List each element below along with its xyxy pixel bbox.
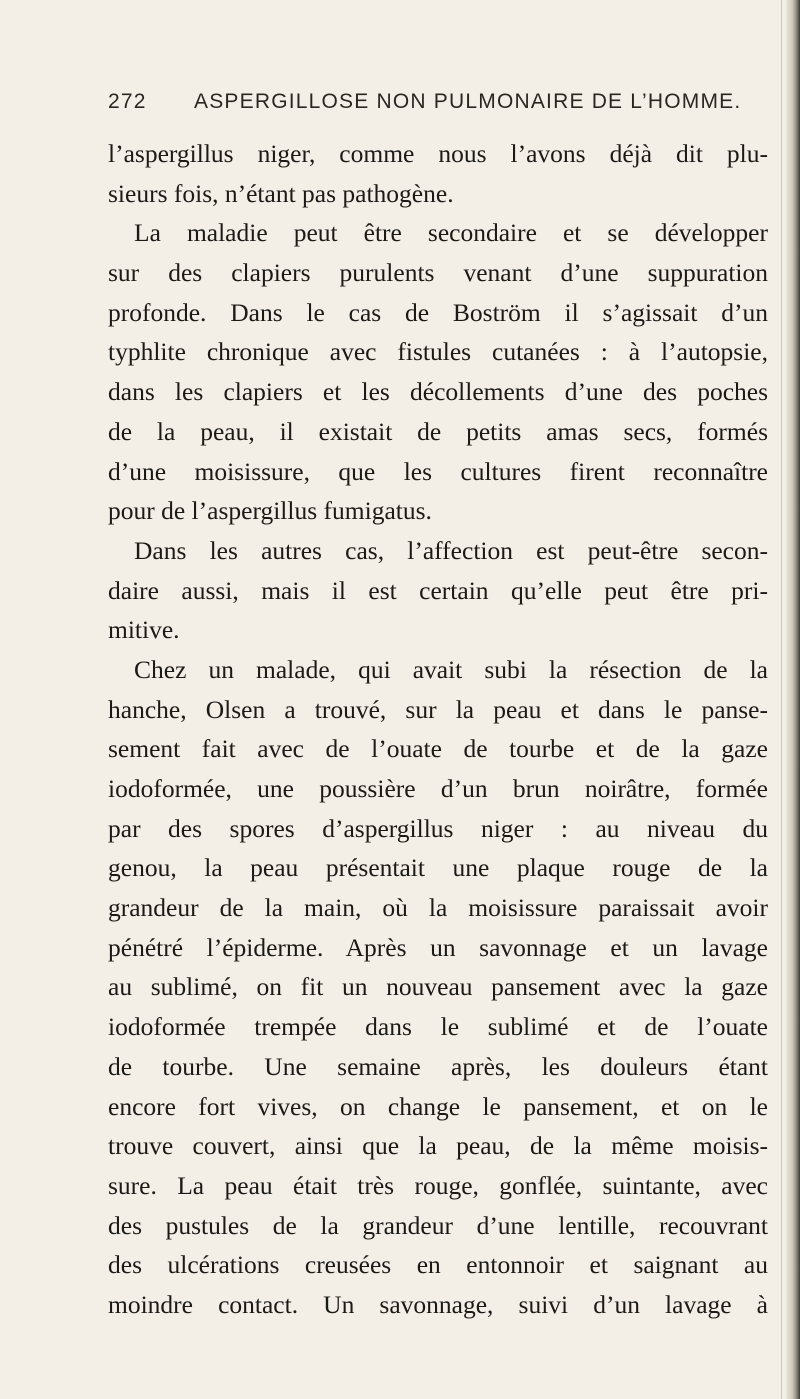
text-line: des pustules de la grandeur d’une lentille, recouvrant — [108, 1210, 768, 1240]
text-line: iodoformée trempée dans le sublimé et de l’ouate — [108, 1012, 768, 1042]
text-line: typhlite chronique avec fistules cutanées : à l’autopsie, — [108, 337, 768, 367]
text-line: Chez un malade, qui avait subi la résection de la — [134, 654, 768, 684]
text-line: sement fait avec de l’ouate de tourbe et de la gaze — [108, 734, 768, 764]
text-line: moindre contact. Un savonnage, suivi d’un lavage à — [108, 1289, 768, 1319]
page-gutter-line — [781, 0, 782, 1399]
text-line: pénétré l’épiderme. Après un savonnage et un lavage — [108, 932, 768, 962]
text-line: mitive. — [108, 615, 180, 645]
text-line: profonde. Dans le cas de Boström il s’agissait d’un — [108, 297, 768, 327]
text-line: pour de l’aspergillus fumigatus. — [108, 496, 432, 526]
running-head — [108, 90, 758, 124]
text-line: daire aussi, mais il est certain qu’elle peut être pri- — [108, 575, 768, 605]
text-line: grandeur de la main, où la moisissure paraissait avoir — [108, 893, 768, 923]
text-line: Dans les autres cas, l’affection est peut-être secon- — [134, 535, 768, 565]
page-edge-shadow — [786, 0, 800, 1399]
text-line: des ulcérations creusées en entonnoir et saignant au — [108, 1250, 768, 1280]
text-line: sure. La peau était très rouge, gonflée, suintante, avec — [108, 1170, 768, 1200]
running-title: ASPERGILLOSE NON PULMONAIRE DE L’HOMME. — [194, 90, 742, 113]
text-line: sur des clapiers purulents venant d’une suppuration — [108, 258, 768, 288]
text-line: genou, la peau présentait une plaque rouge de la — [108, 853, 768, 883]
text-line: La maladie peut être secondaire et se développer — [134, 218, 768, 248]
text-line: par des spores d’aspergillus niger : au niveau du — [108, 813, 768, 843]
text-line: de la peau, il existait de petits amas secs, formés — [108, 416, 768, 446]
text-line: de tourbe. Une semaine après, les douleurs étant — [108, 1051, 768, 1081]
text-line: sieurs fois, n’étant pas pathogène. — [108, 178, 454, 208]
text-line: encore fort vives, on change le pansement, et on le — [108, 1091, 768, 1121]
text-line: iodoformée, une poussière d’un brun noirâtre, formée — [108, 774, 768, 803]
text-line: dans les clapiers et les décollements d’une des poches — [108, 377, 768, 407]
page-number: 272 — [108, 90, 147, 113]
text-line: l’aspergillus niger, comme nous l’avons déjà dit plu- — [108, 139, 768, 168]
text-line: hanche, Olsen a trouvé, sur la peau et dans le panse- — [108, 694, 768, 724]
text-line: d’une moisissure, que les cultures firent reconnaître — [108, 456, 768, 486]
body-text — [108, 134, 768, 1325]
text-line: au sublimé, on fit un nouveau pansement avec la gaze — [108, 972, 768, 1002]
text-line: trouve couvert, ainsi que la peau, de la même moisis- — [108, 1131, 768, 1161]
